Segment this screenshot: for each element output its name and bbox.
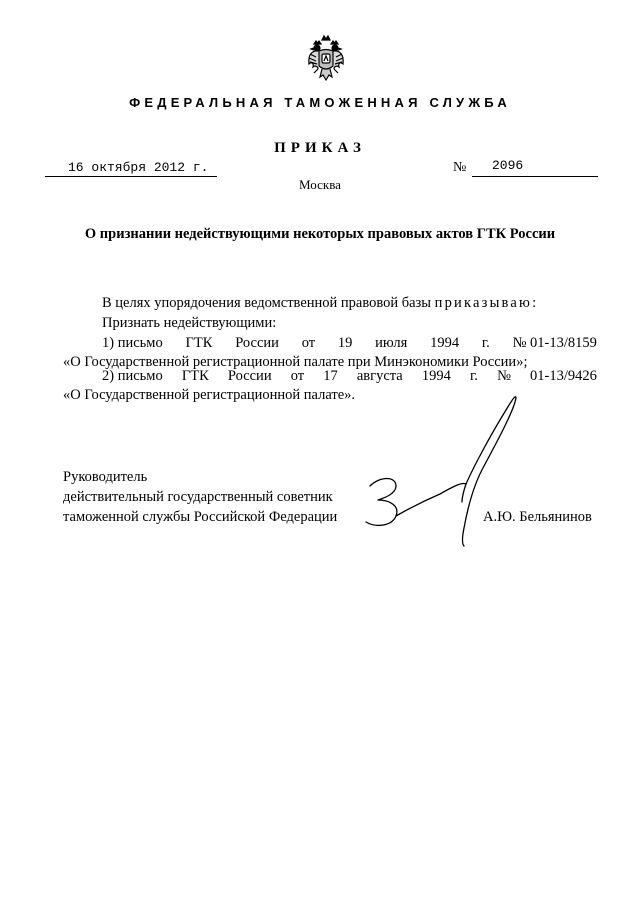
item2-word: августа — [356, 368, 403, 384]
item2-word: 17 — [323, 368, 338, 384]
item1-word: от — [301, 335, 316, 351]
item1-word: 1) письмо — [102, 335, 163, 351]
item1-word: июля — [375, 335, 408, 351]
item2-word: ГТК — [181, 368, 209, 384]
order-date: 16 октября 2012 г. — [68, 160, 209, 175]
item2-word: г. — [470, 368, 478, 384]
handwritten-signature-icon — [350, 388, 540, 548]
item2-word: от — [290, 368, 305, 384]
item2-word: 01-13/9426 — [530, 368, 597, 384]
city: Москва — [299, 177, 341, 192]
double-headed-eagle-emblem-icon — [305, 34, 347, 84]
item1-word: ГТК — [185, 335, 213, 351]
item2-line — [102, 368, 597, 385]
order-number: 2096 — [492, 158, 524, 173]
order-number-label: № — [453, 160, 467, 175]
item1-word: г. — [481, 335, 490, 351]
order-subject: О признании недействующими некоторых правовых актов ГТК России — [84, 226, 556, 242]
item1-word: России — [235, 335, 279, 351]
item2-word: 1994 — [421, 368, 451, 384]
item2-word: № — [497, 368, 511, 384]
item1-word: 1994 — [430, 335, 460, 351]
order-word: приказываю: — [434, 295, 539, 311]
item1-word: № 01-13/8159 — [512, 335, 597, 351]
item2-word: 2) письмо — [102, 368, 163, 384]
item2-title: «О Государственной регистрационной палате». — [63, 387, 356, 403]
signatory-title-line2: действительный государственный советник — [63, 489, 333, 505]
item2-word: России — [227, 368, 272, 384]
item1-title: «О Государственной регистрационной палате при Минэкономики России»; — [63, 354, 528, 370]
agency-name: ФЕДЕРАЛЬНАЯ ТАМОЖЕННАЯ СЛУЖБА — [129, 95, 511, 110]
signatory-title-line3: таможенной службы Российской Федерации — [63, 509, 338, 525]
document-type: ПРИКАЗ — [274, 140, 366, 156]
item1-line — [102, 335, 597, 352]
intro-text: В целях упорядочения ведомственной правовой базы — [102, 295, 432, 311]
intro-paragraph — [102, 295, 538, 312]
declare-line: Признать недействующими: — [102, 315, 277, 331]
signatory-title-line1: Руководитель — [63, 469, 148, 485]
signatory-name: А.Ю. Бельянинов — [483, 509, 592, 525]
item1-word: 19 — [337, 335, 353, 351]
